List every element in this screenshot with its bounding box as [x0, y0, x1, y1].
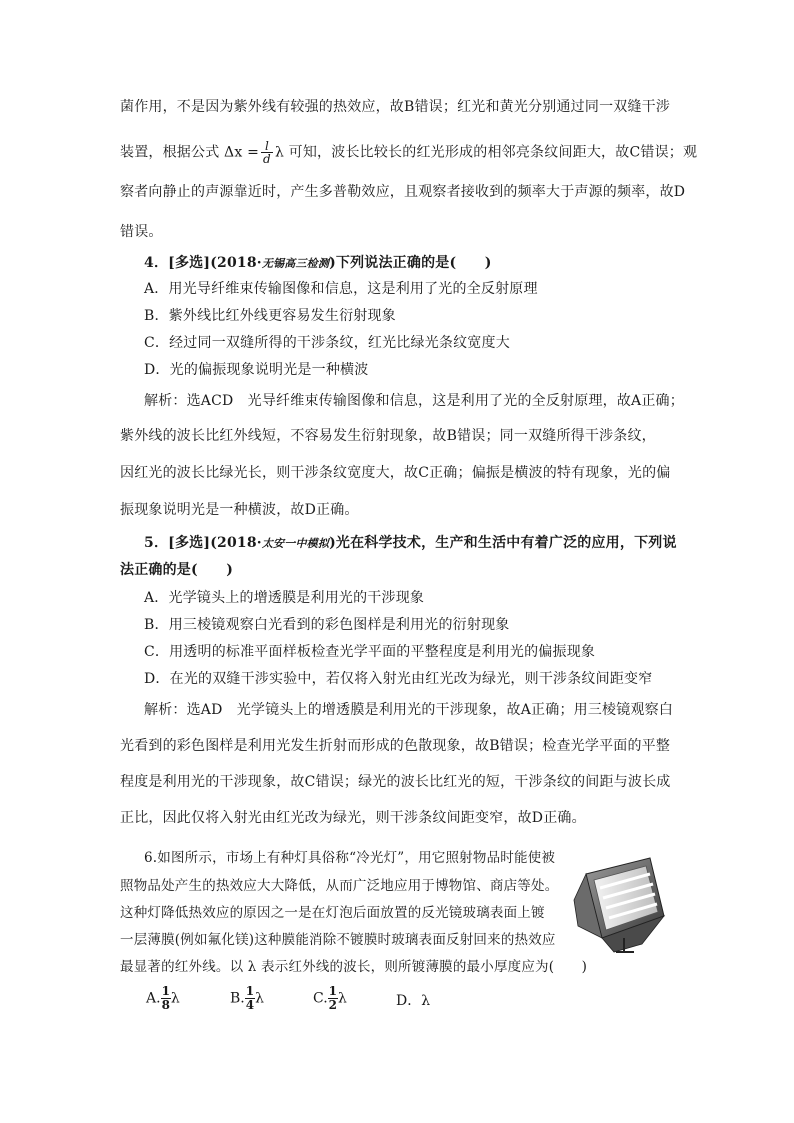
question-5-analysis-line-1: 解析：选AD 光学镜头上的增透膜是利用光的干涉现象，故A正确；用三棱镜观察白 — [144, 702, 674, 718]
question-5-option-c: C．用透明的标准平面样板检查光学平面的平整程度是利用光的偏振现象 — [144, 644, 596, 660]
question-4-option-a: A．用光导纤维束传输图像和信息，这是利用了光的全反射原理 — [144, 281, 538, 297]
question-6-line-4: 一层薄膜(例如氟化镁)这种膜能消除不镀膜时玻璃表面反射回来的热效应 — [120, 932, 556, 948]
question-5-stem-line-2: 法正确的是( ) — [120, 562, 234, 578]
question-4-analysis-line-4: 振现象说明光是一种横波，故D正确。 — [120, 502, 359, 518]
question-6-line-3: 这种灯降低热效应的原因之一是在灯泡后面放置的反光镜玻璃表面上镀 — [120, 905, 545, 921]
analysis-continuation-line-2: 装置，根据公式 Δx = $\frac{l}{d}$ λ 可知，波长比较长的红光形成的相邻亮条纹间距大，故C错误；观 — [120, 139, 698, 166]
question-6-option-d: D．λ — [396, 993, 431, 1009]
question-6-line-5: 最显著的红外线。以 λ 表示红外线的波长，则所镀薄膜的最小厚度应为( ) — [120, 959, 588, 975]
question-5-option-d: D．在光的双缝干涉实验中，若仅将入射光由红光改为绿光，则干涉条纹间距变窄 — [144, 671, 653, 687]
analysis-continuation-line-4: 错误。 — [120, 224, 163, 240]
question-5-analysis-line-2: 光看到的彩色图样是利用光发生折射而形成的色散现象，故B错误；检查光学平面的平整 — [120, 738, 671, 754]
question-5-analysis-line-4: 正比，因此仅将入射光由红光改为绿光，则干涉条纹间距变窄，故D正确。 — [120, 810, 586, 826]
question-6-option-c: C. $\frac{1}{2}$ λ — [313, 984, 347, 1012]
question-4-stem: 4．[多选](2018·无锡高三检测)下列说法正确的是( ) — [144, 255, 492, 271]
question-6-line-1: 6.如图所示，市场上有种灯具俗称“冷光灯”，用它照射物品时能使被 — [144, 850, 556, 866]
cold-light-lamp-image — [572, 852, 668, 956]
question-4-option-c: C．经过同一双缝所得的干涉条纹，红光比绿光条纹宽度大 — [144, 335, 510, 351]
analysis-continuation-line-1: 菌作用，不是因为紫外线有较强的热效应，故B错误；红光和黄光分别通过同一双缝干涉 — [120, 99, 671, 115]
question-6-line-2: 照物品处产生的热效应大大降低，从而广泛地应用于博物馆、商店等处。 — [120, 878, 559, 894]
analysis-continuation-line-3: 察者向静止的声源靠近时，产生多普勒效应，且观察者接收到的频率大于声源的频率，故D — [120, 184, 686, 200]
question-5-option-b: B．用三棱镜观察白光看到的彩色图样是利用光的衍射现象 — [144, 617, 510, 633]
question-6-option-b: B. $\frac{1}{4}$ λ — [230, 984, 264, 1012]
formula-fraction: $\frac{l}{d}$ — [263, 139, 271, 166]
question-4-option-d: D．光的偏振现象说明光是一种横波 — [144, 362, 369, 378]
question-5-option-a: A．光学镜头上的增透膜是利用光的干涉现象 — [144, 590, 425, 606]
question-4-analysis-line-2: 紫外线的波长比红外线短，不容易发生衍射现象，故B错误；同一双缝所得干涉条纹， — [120, 428, 656, 444]
question-4-analysis-line-3: 因红光的波长比绿光长，则干涉条纹宽度大，故C正确；偏振是横波的特有现象，光的偏 — [120, 465, 671, 481]
question-5-analysis-line-3: 程度是利用光的干涉现象，故C错误；绿光的波长比红光的短，干涉条纹的间距与波长成 — [120, 774, 671, 790]
question-5-stem: 5．[多选](2018·太安一中模拟)光在科学技术，生产和生活中有着广泛的应用，下列说 — [144, 535, 677, 551]
question-6-option-a: A. $\frac{1}{8}$ λ — [146, 984, 180, 1012]
question-4-analysis-line-1: 解析：选ACD 光导纤维束传输图像和信息，这是利用了光的全反射原理，故A正确； — [144, 393, 684, 409]
question-4-option-b: B．紫外线比红外线更容易发生衍射现象 — [144, 308, 396, 324]
